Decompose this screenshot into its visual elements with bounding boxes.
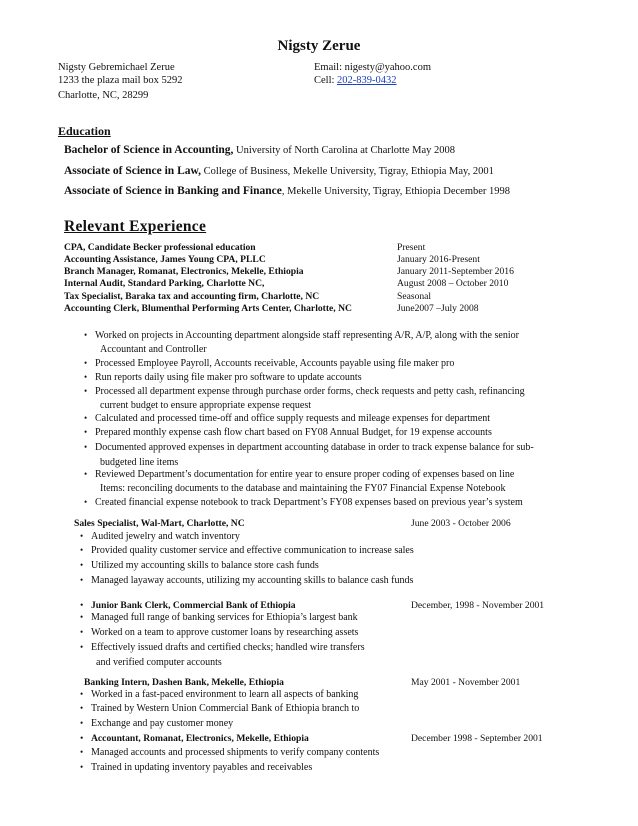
job-date: December, 1998 - November 2001 — [411, 600, 545, 611]
summary-title: Accounting Assistance, James Young CPA, PLLC — [64, 254, 266, 265]
list-item: • Run reports daily using file maker pro software to update accounts — [84, 372, 362, 383]
list-item: • Managed accounts and processed shipments to verify company contents — [80, 747, 380, 758]
list-item: • Worked in a fast-paced environment to learn all aspects of banking — [80, 689, 359, 700]
summary-title: Internal Audit, Standard Parking, Charlotte NC, — [64, 278, 265, 289]
list-item: • Managed full range of banking services for Ethiopia’s largest bank — [80, 612, 358, 623]
job-date: May 2001 - November 2001 — [411, 677, 521, 688]
summary-title: Tax Specialist, Baraka tax and accounting firm, Charlotte, NC — [64, 291, 320, 302]
list-item: • Trained in updating inventory payables and receivables — [80, 762, 313, 773]
summary-date: August 2008 – October 2010 — [397, 278, 509, 289]
list-item-continued: Accountant and Controller — [100, 344, 207, 355]
address-line-2: Charlotte, NC, 28299 — [58, 90, 149, 101]
list-item-continued: budgeted line items — [100, 457, 179, 468]
list-item-continued: and verified computer accounts — [96, 657, 222, 668]
list-item: • Reviewed Department’s documentation for entire year to ensure proper coding of expenses based on line — [84, 469, 515, 480]
list-item: • Worked on projects in Accounting department alongside staff representing A/R, A/P, along with the senior — [84, 330, 519, 341]
summary-date: Present — [397, 242, 426, 253]
cell-phone — [314, 75, 397, 86]
summary-date: June2007 –July 2008 — [397, 303, 479, 314]
list-item: • Documented approved expenses in department accounting database in order to track expense balance for sub- — [84, 442, 534, 453]
list-item: • Processed all department expense through purchase order forms, check requests and petty cash, refinancing — [84, 386, 525, 397]
job-title: • Junior Bank Clerk, Commercial Bank of Ethiopia — [80, 600, 296, 611]
list-item: • Worked on a team to approve customer loans by researching assets — [80, 627, 359, 638]
job-title: Sales Specialist, Wal-Mart, Charlotte, NC — [74, 518, 245, 529]
education-heading: Education — [58, 124, 111, 138]
list-item: • Processed Employee Payroll, Accounts receivable, Accounts payable using file maker pro — [84, 358, 455, 369]
list-item: • Created financial expense notebook to track Department’s FY08 expenses based on previous year’s system — [84, 497, 523, 508]
list-item: • Prepared monthly expense cash flow chart based on FY08 Annual Budget, for 19 expense accounts — [84, 427, 492, 438]
summary-title: Accounting Clerk, Blumenthal Performing Arts Center, Charlotte, NC — [64, 303, 352, 314]
summary-date: Seasonal — [397, 291, 432, 302]
full-name: Nigsty Gebremichael Zerue — [58, 62, 175, 73]
resume-name: Nigsty Zerue — [277, 38, 361, 54]
summary-title: CPA, Candidate Becker professional education — [64, 242, 256, 253]
list-item: • Effectively issued drafts and certified checks; handled wire transfers — [80, 642, 365, 653]
list-item: • Trained by Western Union Commercial Bank of Ethiopia branch to — [80, 703, 360, 714]
cell-label: Cell: — [314, 75, 335, 86]
list-item: • Managed layaway accounts, utilizing my accounting skills to balance cash funds — [80, 575, 414, 586]
email: Email: nigesty@yahoo.com — [314, 62, 431, 73]
job-title: • Accountant, Romanat, Electronics, Mekelle, Ethiopia — [80, 733, 309, 744]
education-item: Associate of Science in Law, College of Business, Mekelle University, Tigray, Ethiopia May, 2001 — [64, 165, 494, 177]
list-item-continued: current budget to ensure appropriate expense request — [100, 400, 312, 411]
list-item-continued: Items: reconciling documents to the database and maintaining the FY07 Financial Expense Notebook — [100, 483, 506, 494]
list-item: • Audited jewelry and watch inventory — [80, 531, 240, 542]
experience-heading: Relevant Experience — [64, 218, 207, 235]
list-item: • Utilized my accounting skills to balance store cash funds — [80, 560, 319, 571]
list-item: • Calculated and processed time-off and office supply requests and mileage expenses for department — [84, 413, 491, 424]
phone-link[interactable]: 202-839-0432 — [337, 75, 397, 86]
summary-date: January 2011-September 2016 — [397, 266, 514, 277]
education-item: Bachelor of Science in Accounting, University of North Carolina at Charlotte May 2008 — [64, 144, 456, 156]
job-title: Banking Intern, Dashen Bank, Mekelle, Ethiopia — [84, 677, 284, 688]
list-item: • Exchange and pay customer money — [80, 718, 234, 729]
address-line-1: 1233 the plaza mail box 5292 — [58, 75, 183, 86]
summary-date: January 2016-Present — [397, 254, 480, 265]
education-item: Associate of Science in Banking and Finance, Mekelle University, Tigray, Ethiopia December 1998 — [64, 185, 511, 197]
job-date: June 2003 - October 2006 — [411, 518, 511, 529]
job-date: December 1998 - September 2001 — [411, 733, 543, 744]
list-item: • Provided quality customer service and effective communication to increase sales — [80, 545, 414, 556]
summary-title: Branch Manager, Romanat, Electronics, Mekelle, Ethiopia — [64, 266, 304, 277]
